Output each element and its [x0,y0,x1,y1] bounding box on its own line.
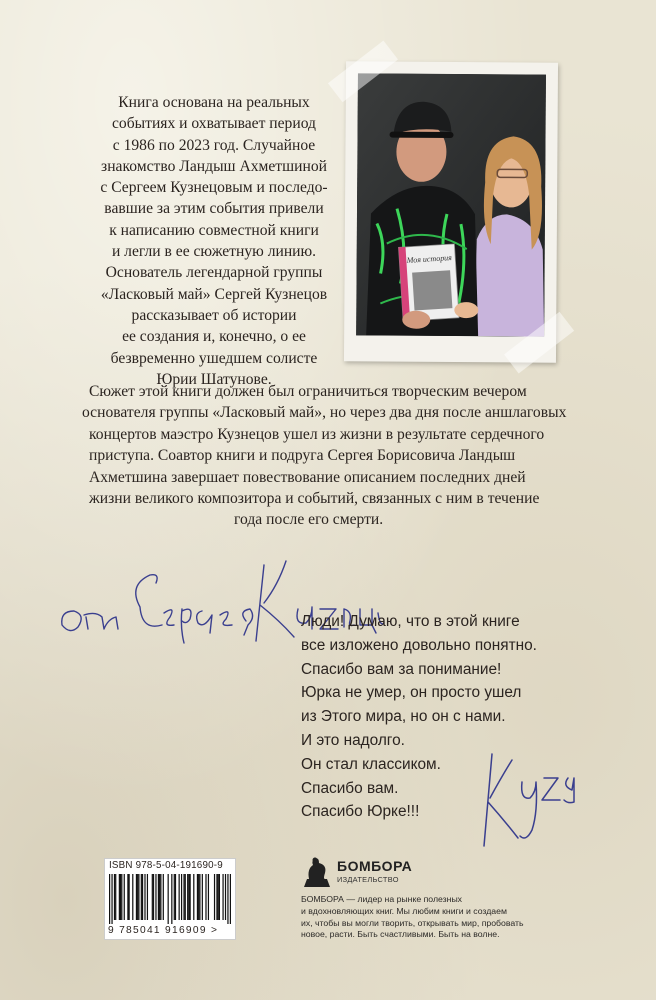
isbn-text: ISBN 978-5-04-191690-9 [109,860,223,871]
barcode-bar [168,874,169,924]
held-book-title: Моя история [406,253,453,265]
barcode-box [104,858,236,940]
synopsis-paragraph [82,381,609,531]
synopsis-line: жизни великого композитора и событий, связанных с ним в течение [89,490,540,508]
barcode-bar [219,874,220,920]
barcode-bar [111,874,112,924]
publisher-line: и вдохновляющих книг. Мы любим книги и создаем [301,905,507,916]
barcode-bar [132,874,133,920]
intro-line: событиях и охватывает период [112,115,316,133]
barcode-bar [120,874,121,920]
barcode-bar [187,874,188,920]
publisher-logo [301,855,511,891]
held-book [399,244,460,321]
barcode-bar [198,874,199,920]
barcode-bar [214,874,215,920]
intro-line: с 1986 по 2023 год. Случайное [112,136,316,154]
synopsis-line: приступа. Соавтор книги и подруга Сергея Борисовича Ландыш [89,447,516,465]
barcode-bar [127,874,128,920]
quote-line: Он стал классиком. [301,755,441,773]
barcode-bar [159,874,160,920]
quote-line: Спасибо вам. [301,779,399,797]
barcode-digits: 9 785041 916909 > [108,925,219,936]
barcode-bar [142,874,143,920]
intro-line: ее создания и, конечно, о ее [122,328,306,346]
barcode-bar [115,874,116,920]
barcode-bar [174,874,175,920]
synopsis-line: Сюжет этой книги должен был ограничиться творческим вечером [89,383,527,400]
barcode-bar [163,874,164,920]
publisher-icon [301,855,333,889]
barcode-bar [175,874,176,920]
barcode-bar [160,874,161,920]
quote-line: И это надолго. [301,731,405,749]
publisher-line: новое, расти. Быть счастливыми. Быть на волне. [301,929,500,940]
barcode-bar [124,874,125,920]
photo-illustration [356,73,546,336]
barcode-bar [218,874,219,920]
intro-line: Основатель легендарной группы [105,264,323,282]
synopsis-line: года после его смерти. [234,511,384,529]
barcode-bar [190,874,191,920]
barcode-bar [188,874,189,920]
barcode-bar [129,874,130,920]
synopsis-line: основателя группы «Ласковый май», но через два дня после аншлаговых [82,404,567,422]
barcode-bar [152,874,153,920]
quote-line: Люди! Думаю, что в этой книге [301,613,520,630]
barcode-bar [193,874,194,920]
barcode-bar [225,874,226,920]
barcode-bar [153,874,154,920]
barcode-bar [205,874,206,920]
intro-line: знакомство Ландыш Ахметшиной [101,157,327,175]
intro-line: и легли в ее сюжетную линию. [111,243,317,261]
barcode-bar [179,874,180,920]
barcode-bar [136,874,137,920]
intro-line: к написанию совместной книги [109,221,319,239]
barcode-bar [158,874,159,920]
barcode-bar [155,874,156,920]
intro-line: Юрии Шатунове. [156,370,272,388]
barcode [109,874,231,924]
barcode-bar [141,874,142,920]
barcode-bar [144,874,145,920]
intro-line: с Сергеем Кузнецовым и последо- [100,179,328,197]
publisher-line: БОМБОРА — лидер на рынке полезных [301,894,463,904]
quote-line: все изложено довольно понятно. [301,636,537,654]
barcode-bar [171,874,172,924]
quote-line: Спасибо Юрке!!! [301,803,420,821]
quote-line: Юрка не умер, он просто ушел [301,684,522,702]
photo-image [356,73,546,336]
intro-line: рассказывает об истории [131,306,297,324]
barcode-bar [183,874,184,920]
polaroid-photo [344,61,558,362]
barcode-bar [222,874,223,920]
intro-line: безвременно ушедшем солисте [110,349,318,367]
barcode-bar [227,874,228,924]
intro-paragraph [89,92,339,390]
barcode-bar [181,874,182,920]
publisher-subtitle: ИЗДАТЕЛЬСТВО [337,875,399,884]
barcode-bar [208,874,209,920]
barcode-bar [230,874,231,924]
barcode-bar [119,874,120,920]
publisher-name: БОМБОРА [337,858,413,874]
barcode-bar [199,874,200,920]
intro-line: Книга основана на реальных [118,94,310,111]
barcode-bar [114,874,115,920]
synopsis-line: Ахметшина завершает повествование описанием последних дней [89,468,526,486]
handwritten-signature-kuzya [478,742,588,852]
barcode-bar [197,874,198,920]
intro-line: «Ласковый май» Сергей Кузнецов [100,285,328,303]
quote-line: Спасибо вам за понимание! [301,660,502,678]
synopsis-line: концертов маэстро Кузнецов ушел из жизни в результате сердечного [89,425,545,443]
barcode-bar [147,874,148,920]
barcode-bar [185,874,186,920]
quote-line: из Этого мира, но он с нами. [301,708,506,726]
barcode-bar [138,874,139,920]
publisher-description [301,894,556,941]
barcode-bar [137,874,138,920]
barcode-bar [109,874,110,924]
publisher-line: их, чтобы вы могли творить, открывать мир, пробовать [301,917,524,928]
barcode-bar [202,874,203,920]
barcode-bar [121,874,122,920]
barcode-bar [216,874,217,920]
intro-line: вавшие за этим события привели [104,200,324,218]
